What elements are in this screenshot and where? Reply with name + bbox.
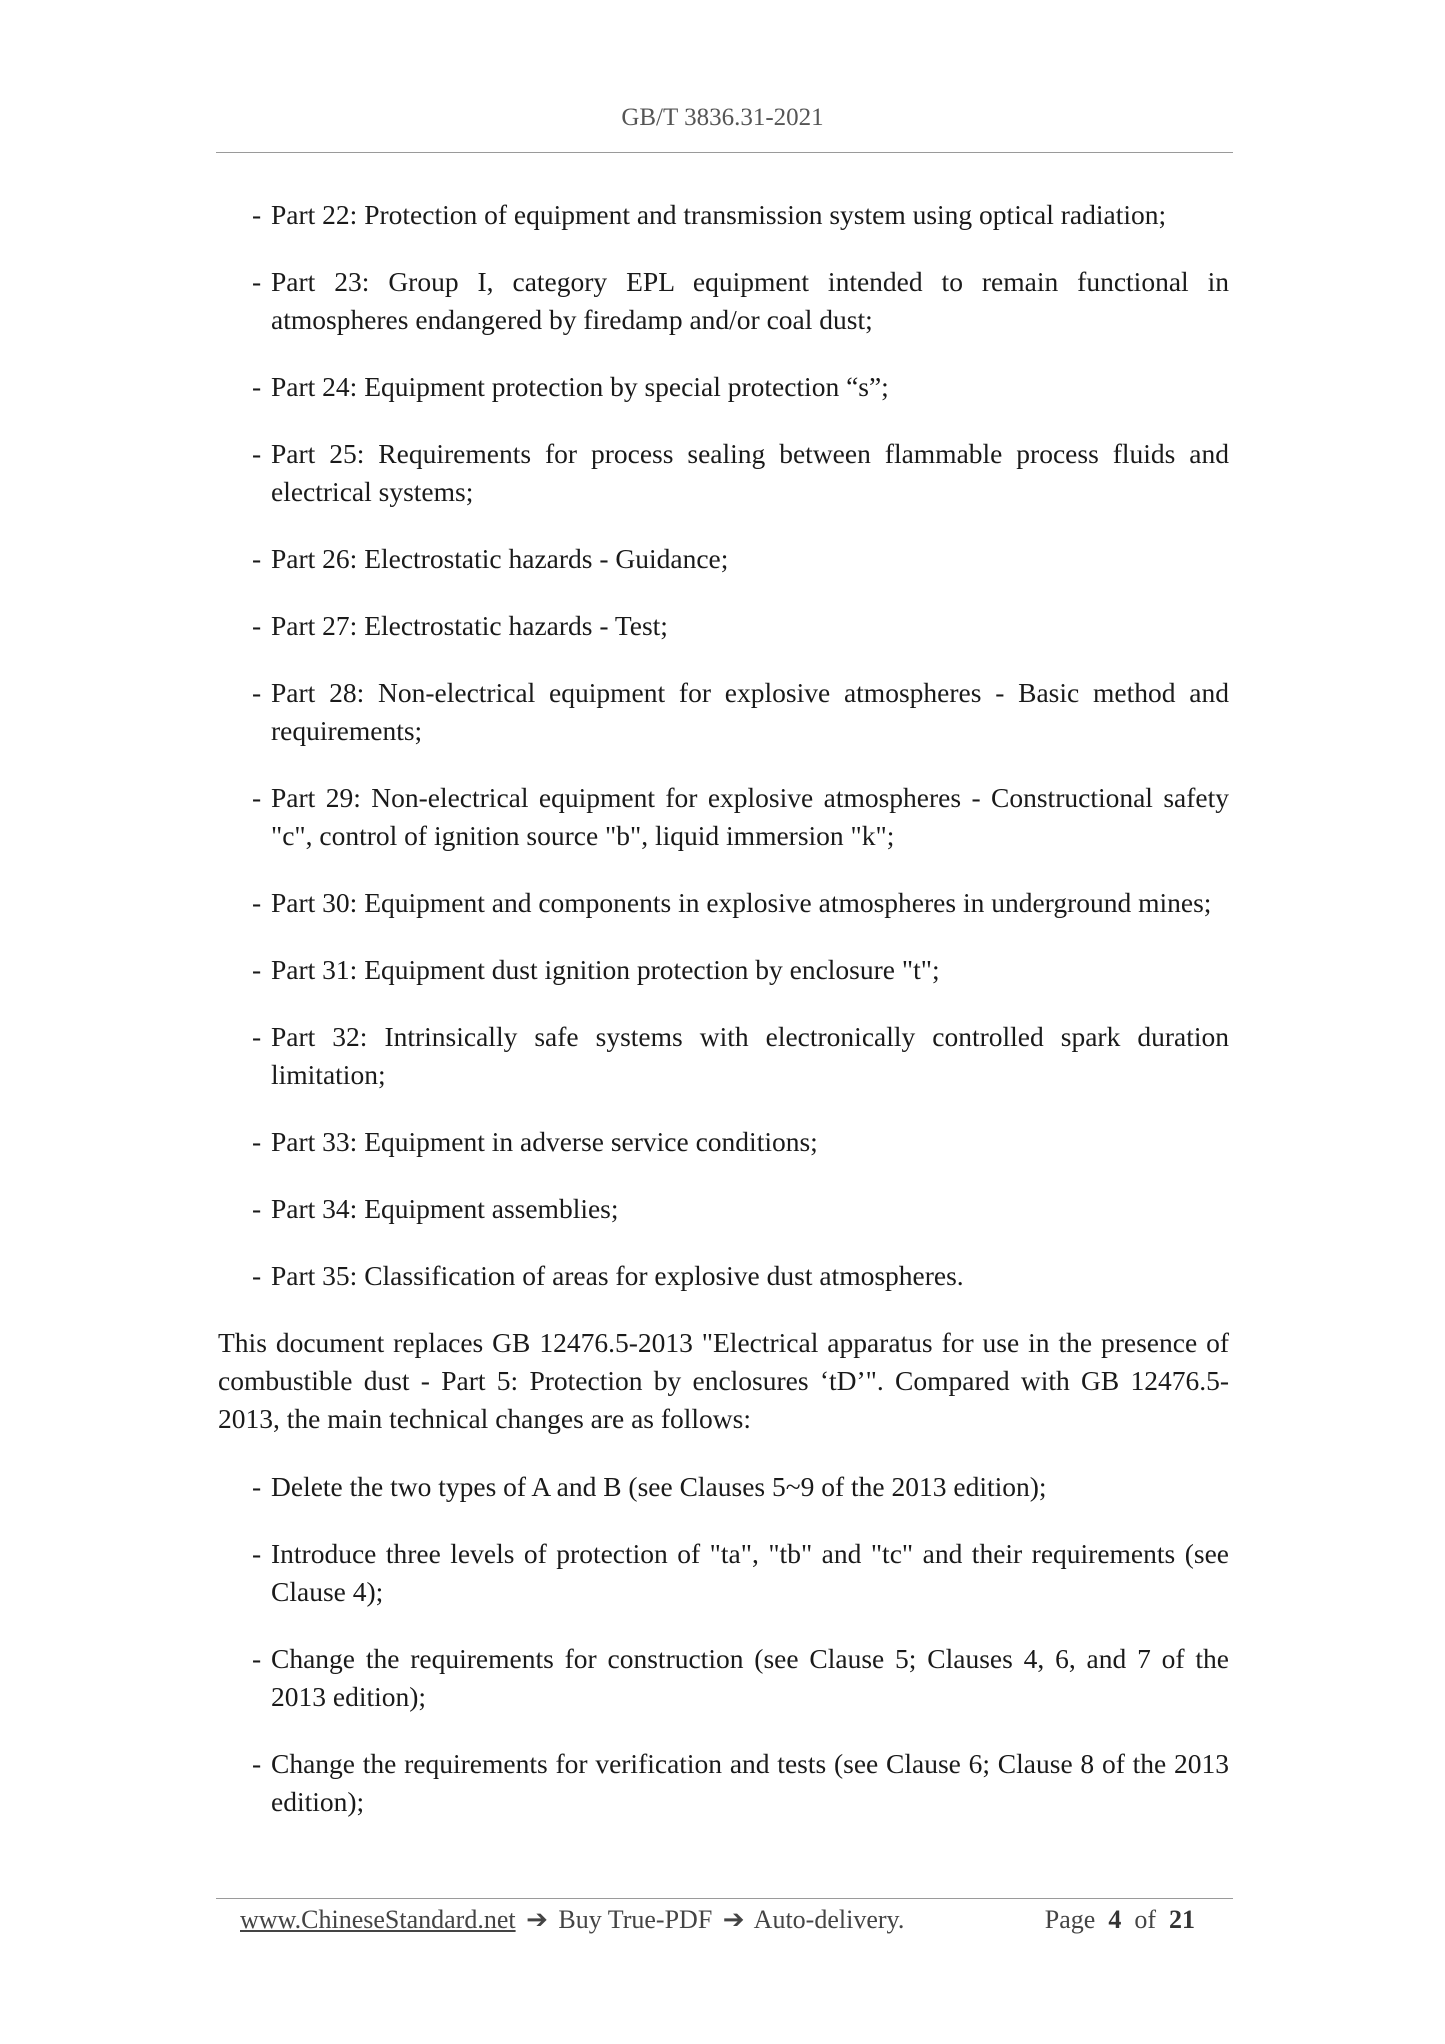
page-total: 21 [1169,1905,1195,1934]
changes-list [218,1468,1229,1821]
arrow-right-icon: ➔ [722,1905,745,1934]
body-content [218,196,1229,1850]
page-label: Page [1044,1905,1096,1934]
list-dash: - [252,371,262,402]
list-dash: - [252,199,262,230]
of-label: of [1134,1905,1156,1934]
page-number: 4 [1108,1905,1122,1934]
list-dash: - [252,1021,262,1052]
list-item: - Part 24: Equipment protection by special protection “s”; [218,368,1229,406]
list-dash: - [252,610,262,641]
list-dash: - [252,1260,262,1291]
list-item: - Part 34: Equipment assemblies; [218,1190,1229,1228]
footer-divider [216,1898,1233,1899]
page-indicator [1045,1901,1195,1939]
list-item: - Part 30: Equipment and components in explosive atmospheres in underground mines; [218,884,1229,922]
list-item: - Delete the two types of A and B (see Clauses 5~9 of the 2013 edition); [218,1468,1229,1506]
replacement-paragraph: This document replaces GB 12476.5-2013 "Electrical apparatus for use in the presence of combustible dust - Part 5: Protection by enclosures ‘tD’". Compared with GB 12476.5-2013, the main technical changes are as follows: [218,1327,1229,1434]
list-dash: - [252,1748,262,1779]
list-item: - Part 29: Non-electrical equipment for explosive atmospheres - Constructional safety "c", control of ignition source "b", liquid immersion "k"; [218,779,1229,855]
list-item: - Part 26: Electrostatic hazards - Guidance; [218,540,1229,578]
list-item: - Part 27: Electrostatic hazards - Test; [218,607,1229,645]
list-item: - Part 31: Equipment dust ignition protection by enclosure "t"; [218,951,1229,989]
footer [240,1901,1215,1939]
arrow-right-icon: ➔ [526,1905,548,1934]
list-dash: - [252,438,262,469]
list-dash: - [252,1643,262,1674]
list-item: - Part 32: Intrinsically safe systems with electronically controlled spark duration limitation; [218,1018,1229,1094]
list-item: - Part 28: Non-electrical equipment for explosive atmospheres - Basic method and requirements; [218,674,1229,750]
list-item: - Part 25: Requirements for process sealing between flammable process fluids and electrical systems; [218,435,1229,511]
auto-delivery-text: Auto-delivery. [753,1905,905,1934]
list-dash: - [252,1193,262,1224]
list-dash: - [252,543,262,574]
list-item: - Change the requirements for construction (see Clause 5; Clauses 4, 6, and 7 of the 2013 edition); [218,1640,1229,1716]
list-item: - Part 33: Equipment in adverse service conditions; [218,1123,1229,1161]
list-dash: - [252,887,262,918]
list-dash: - [252,1126,262,1157]
list-item: - Introduce three levels of protection of "ta", "tb" and "tc" and their requirements (see Clause 4); [218,1535,1229,1611]
list-dash: - [252,954,262,985]
list-dash: - [252,677,262,708]
list-item: - Part 23: Group I, category EPL equipment intended to remain functional in atmospheres endangered by firedamp and/or coal dust; [218,263,1229,339]
list-dash: - [252,1538,262,1569]
list-item: - Part 35: Classification of areas for explosive dust atmospheres. [218,1257,1229,1295]
list-dash: - [252,1471,262,1502]
buy-pdf-text: Buy True-PDF [558,1905,713,1934]
parts-list [218,196,1229,1295]
website-link[interactable]: www.ChineseStandard.net [240,1905,516,1934]
list-item: - Part 22: Protection of equipment and transmission system using optical radiation; [218,196,1229,234]
header-title: GB/T 3836.31-2021 [621,104,824,131]
header-divider [216,152,1233,153]
list-dash: - [252,266,262,297]
list-dash: - [252,782,262,813]
list-item: - Change the requirements for verification and tests (see Clause 6; Clause 8 of the 2013 edition); [218,1745,1229,1821]
